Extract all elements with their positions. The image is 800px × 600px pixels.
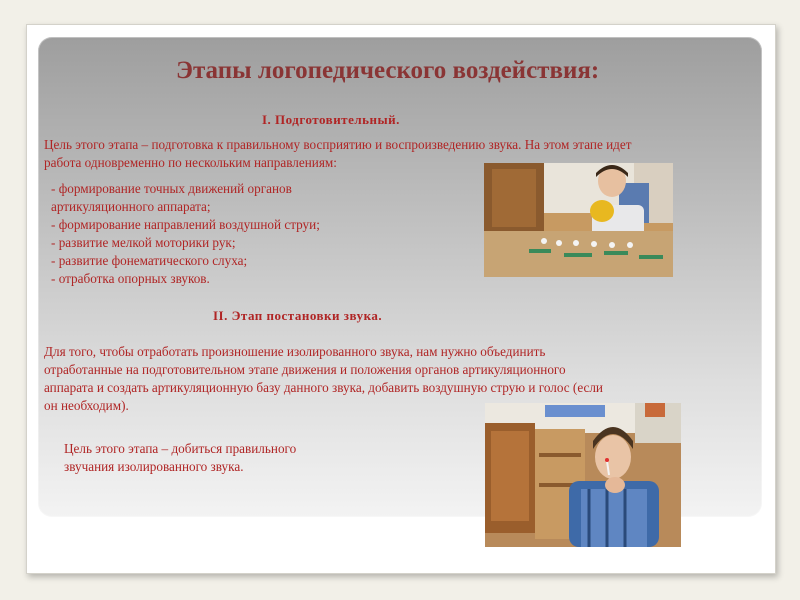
slide-title: Этапы логопедического воздействия: — [176, 57, 600, 84]
stage1-list — [51, 180, 320, 288]
list-item: - формирование точных движений органов — [51, 181, 292, 196]
stage2-para-line: отработанные на подготовительном этапе движения и положения органов артикуляционного — [44, 362, 566, 377]
stage2-goal-line: звучания изолированного звука. — [64, 459, 244, 474]
stage2-goal-line: Цель этого этапа – добиться правильного — [64, 441, 297, 456]
stage1-heading: I. Подготовительный. — [262, 112, 400, 127]
list-item: - развитие мелкой моторики рук; — [51, 235, 236, 250]
stage1-intro-line2: работа одновременно по нескольким направлениям: — [44, 155, 337, 170]
photo-boy-with-ball — [484, 163, 673, 277]
list-item: - отработка опорных звуков. — [51, 271, 210, 286]
list-item: артикуляционного аппарата; — [51, 199, 211, 214]
list-item: - формирование направлений воздушной струи; — [51, 217, 320, 232]
stage2-para-line: аппарата и создать артикуляционную базу данного звука, добавить воздушную струю и голос (если — [44, 380, 603, 395]
stage2-para-line: он необходим). — [44, 398, 129, 413]
stage2-heading: II. Этап постановки звука. — [213, 308, 383, 323]
photo-boy-with-probe — [485, 403, 681, 547]
stage2-para-line: Для того, чтобы отработать произношение изолированного звука, нам нужно объединить — [44, 344, 546, 359]
list-item: - развитие фонематического слуха; — [51, 253, 248, 268]
stage1-intro-line1: Цель этого этапа – подготовка к правильному восприятию и воспроизведению звука. На этом этапе идет — [44, 137, 632, 152]
